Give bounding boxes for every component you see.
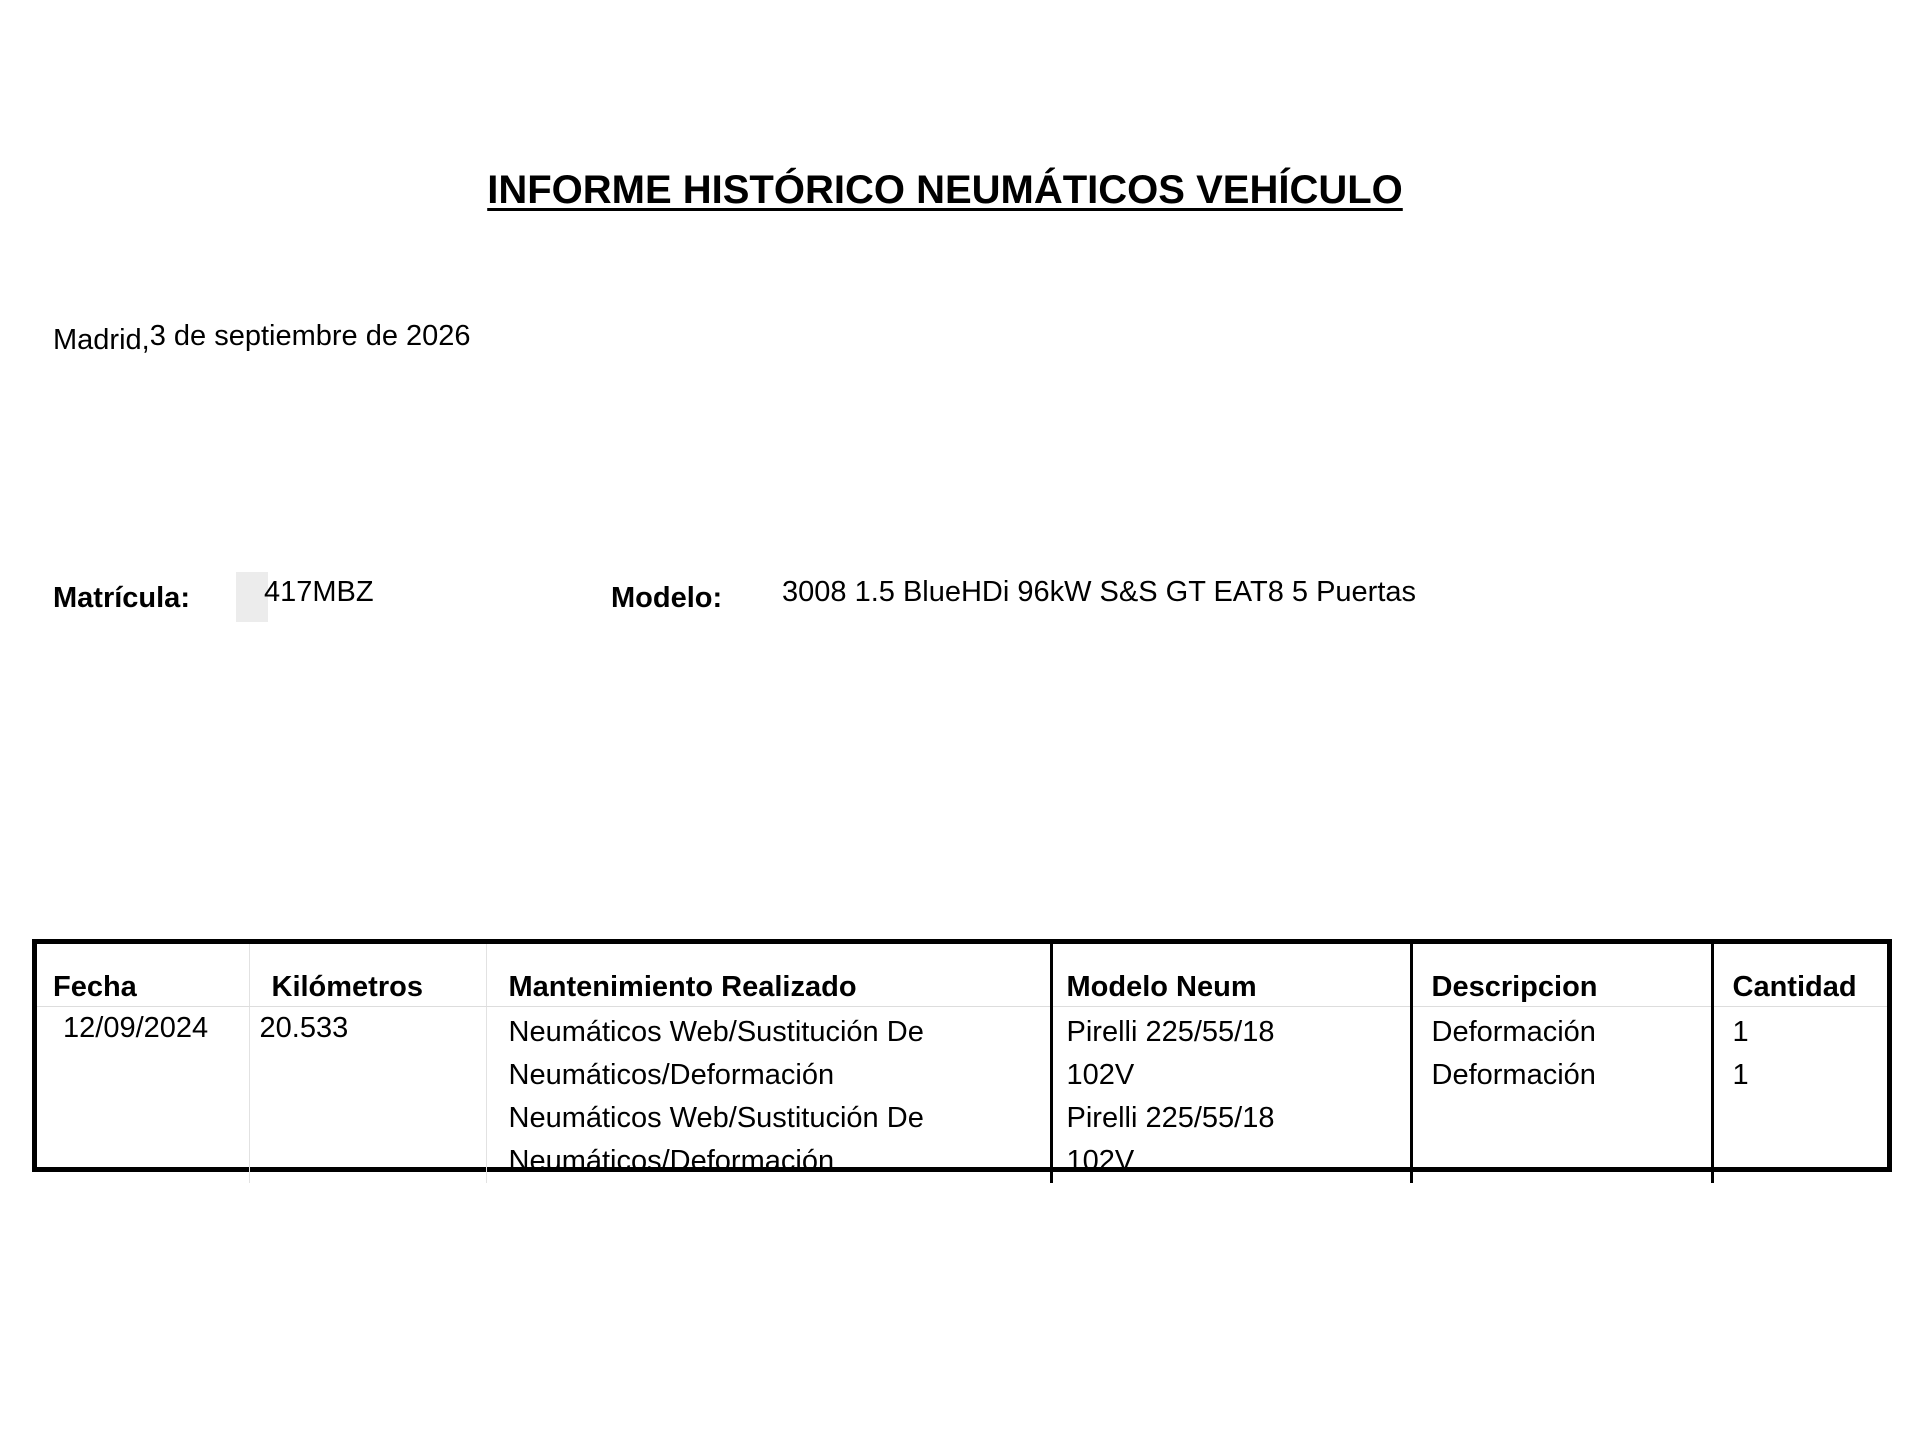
- model-value: 3008 1.5 BlueHDi 96kW S&S GT EAT8 5 Puertas: [782, 576, 1417, 608]
- header-descripcion: Descripcion: [1411, 944, 1712, 1006]
- plate-label: Matrícula:: [53, 582, 190, 614]
- modelo-neum-line: Pirelli 225/55/18: [1066, 1015, 1275, 1048]
- cantidad-line: 1: [1732, 1058, 1749, 1091]
- place-date: [53, 320, 471, 356]
- model-label: Modelo:: [611, 582, 723, 614]
- cell-kilometros: [249, 1006, 486, 1183]
- tire-history-table: [32, 939, 1892, 1177]
- mantenimiento-line: Neumáticos Web/Sustitución De: [508, 1015, 924, 1048]
- cell-descripcion: [1411, 1006, 1712, 1183]
- header-mantenimiento: Mantenimiento Realizado: [486, 944, 1051, 1006]
- header-fecha: Fecha: [37, 944, 249, 1006]
- table-row: [37, 1006, 1887, 1183]
- header-modelo-neum: Modelo Neum: [1051, 944, 1411, 1006]
- mantenimiento-line: Neumáticos/Deformación: [508, 1058, 835, 1091]
- kilometros-value: 20.533: [259, 1011, 349, 1044]
- header-cantidad: Cantidad: [1712, 944, 1887, 1006]
- mantenimiento-line: Neumáticos/Deformación: [508, 1144, 835, 1177]
- table-header-row: [37, 944, 1887, 1006]
- modelo-neum-line: 102V: [1066, 1058, 1135, 1091]
- modelo-neum-line: Pirelli 225/55/18: [1066, 1101, 1275, 1134]
- header-kilometros: Kilómetros: [249, 944, 486, 1006]
- descripcion-line: Deformación: [1431, 1058, 1596, 1091]
- cell-mantenimiento: [486, 1006, 1051, 1183]
- descripcion-line: Deformación: [1431, 1015, 1596, 1048]
- modelo-neum-line: 102V: [1066, 1144, 1135, 1177]
- report-title: INFORME HISTÓRICO NEUMÁTICOS VEHÍCULO: [487, 168, 1403, 212]
- cantidad-line: 1: [1732, 1015, 1749, 1048]
- cell-cantidad: [1712, 1006, 1887, 1183]
- cell-fecha: [37, 1006, 249, 1183]
- fecha-value: 12/09/2024: [63, 1011, 209, 1044]
- place-city: Madrid,: [53, 324, 150, 356]
- plate-value: 417MBZ: [264, 576, 374, 608]
- cell-modelo-neum: [1051, 1006, 1411, 1183]
- report-date: 3 de septiembre de 2026: [149, 320, 471, 352]
- mantenimiento-line: Neumáticos Web/Sustitución De: [508, 1101, 924, 1134]
